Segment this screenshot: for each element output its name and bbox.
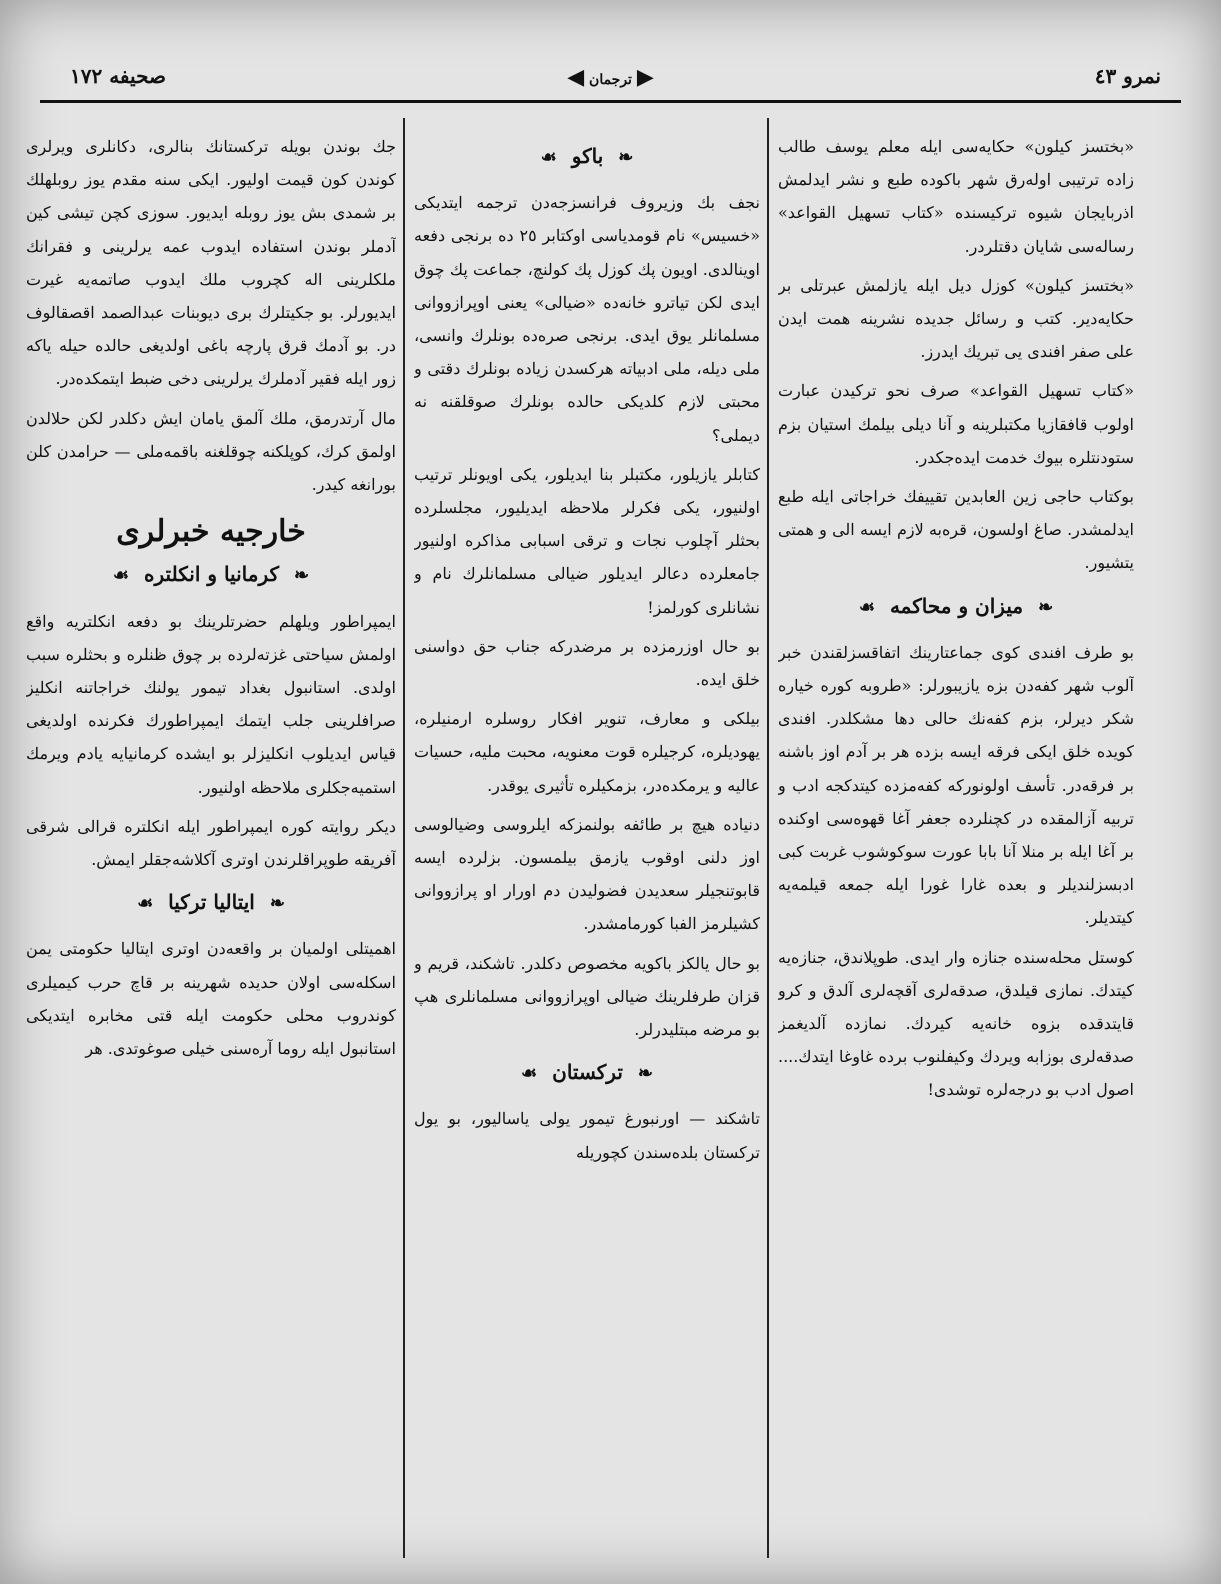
- section-title: ايتاليا تركيا: [168, 890, 255, 915]
- column-left: [26, 130, 396, 1560]
- column-divider: [403, 118, 405, 1558]
- issue-number: نمرو ٤٣: [1094, 64, 1161, 88]
- section-heading: [414, 140, 760, 174]
- paragraph: كوستل محله‌سنده جنازه وار ايدى. طوپلاندق، جنازه‌يه كيتدك. نمازى قيلدق، صدقه‌لرى آقچه‌لرى آلدق و كرو قايتدقده بزوه خانه‌يه كيردك. نمازده آلديغمز صدقه‌لرى بوزابه ويردك وكيفلنوب برده غاوغا ايتدك.... اصول ادب بو درجه‌لره توشدى!: [778, 947, 1134, 1100]
- ornament-icon: ☙: [540, 147, 557, 168]
- section-title: كرمانيا و انكلتره: [144, 562, 280, 587]
- paragraph: ايمپراطور ويلهلم حضرتلرينك بو دفعه انكلتريه واقع اولمش سياحتى غزته‌لرده بر چوق ظنلره و بحثلره سبب اولدى. استانبول بغداد تيمور يولنك خراجاتنه انكليز صرافلرينى جلب ايتمك ايمپراطورك فكرنده اولديغى قياس ايديلوب انكليزلر بو ايشده كرمانيايه يادم ويرمك استميه‌جكلرى ملاحظه اولنيور.: [26, 611, 396, 797]
- paragraph: تاشكند — اورنبورغ تيمور يولى ياساليور، بو يول تركستان بلده‌سندن كچوريله: [414, 1109, 760, 1162]
- ornament-icon: ☙: [112, 565, 130, 587]
- paragraph: جك بوندن بويله تركستانك بنالرى، دكانلرى ويرلرى كوندن كون قيمت اوليور. ايكى سنه مقدم يوز روبلهلك بر شمدى بش يوز روبله ايديور. سوزى كچن تيشى كين آدملر بوندن استفاده ايدوب عمه يرلرينى و فقرانك ملكلرينى اله كچروب ملك ايدوب صاتمه‌يه غيرت ايديورلر. بو جكيتلرك برى ديوبنات عبدالصمد اقصقالوف در. بو آدمك قرق پارچه باغى اولديغى حالده حيله ياكه زور ايله فقير آدملرك يرلرينى دخى ضبط ايتمكده‌در.: [26, 137, 396, 389]
- ornament-right-icon: ▶: [636, 64, 654, 90]
- section-title: باكو: [571, 144, 604, 168]
- section-heading: [414, 1056, 760, 1090]
- paragraph: نجف بك وزيروف فرانسزجه‌دن ترجمه ايتديكى «خسيس» نام قومدياسى اوكتابر ٢٥ ده برنجى دفعه اوينالدى. اويون پك كوزل پك كولنچ، جماعت پك چوق ايدى لكن تياترو خانه‌ده «ضيالى» يعنى اوپرازووانى مسلمانلر يوق ايدى. برنجى صره‌ده بونلرك وانسى، ملى ديله، ملى ادبياته هركسدن زياده بونلرك دقتى و محبتى لازم كلديكى حالده بونلرك صوقلقنه نه ديملى؟: [414, 193, 760, 445]
- paragraph: بو حال اوزرمزده بر مرضدركه جناب حق دواسنى خلق ايده.: [414, 636, 760, 690]
- section-heading: [778, 590, 1134, 624]
- section-title: تركستان: [552, 1060, 623, 1085]
- ornament-icon: ❧: [1038, 596, 1054, 618]
- paragraph: بوكتاب حاجى زين العابدين تقييفك خراجاتى ايله طبع ايدلمشدر. صاغ اولسون، قره‌به لازم ايسه الى و همتى يتشيور.: [778, 487, 1134, 573]
- paragraph: مال آرتدرمق، ملك آلمق يامان ايش دكلدر لكن حلالدن اولمق كرك، كوپلكنه چوقلغنه باقمه‌ملى — حرامدن كلن بورانغه كيدر.: [26, 408, 396, 495]
- paragraph: ديكر روايته كوره ايمپراطور ايله انكلتره قرالى شرقى آفريقه طوپراقلرندن اوترى آكلاشه‌جقلر ايمش.: [26, 816, 396, 870]
- column-divider: [767, 118, 769, 1558]
- section-heading: [26, 558, 396, 592]
- paragraph: «بختسز كيلون» حكايه‌سى ايله معلم يوسف طالب زاده ترتيبى اوله‌رق شهر باكوده طبع و نشر ايدلمش اذربايجان شيوه تركيسنده «كتاب تسهيل القواعد» رساله‌سى شايان دقتلردر.: [778, 137, 1134, 256]
- page-header: [40, 58, 1181, 98]
- ornament-icon: ☙: [858, 596, 875, 618]
- ornament-icon: ❧: [618, 147, 634, 168]
- section-heading: [26, 886, 396, 920]
- ornament-icon: ❧: [637, 1063, 653, 1085]
- paragraph: كتابلر يازيلور، مكتبلر بنا ايديلور، يكى اويونلر ترتيب اولنيور، يكى فكرلر ملاحظه ايديليور، مجلسلرده بحثلر آچلوب نجات و ترقى اسبابى مذاكره اولنيور جامعلرده دعالر ايديلور ضيالى مسلمانلرك نام و نشانلرى كورلمز!: [414, 464, 760, 617]
- paragraph: دنياده هيچ بر طائفه بولنمزكه ايلروسى وضيالوسى اوز دلنى اوقوب يازمق بيلمسون. بزلرده ايسه قابوتنجيلر سعديدن فضوليدن دم اورار او پرازووانى كشيلرمز الفبا كورمامشدر.: [414, 814, 760, 934]
- section-title: ميزان و محاكمه: [889, 593, 1024, 618]
- page-number: صحيفه ١٧٢: [70, 64, 166, 88]
- ornament-icon: ❧: [269, 893, 285, 915]
- paragraph: بو حال يالكز باكويه مخصوص دكلدر. تاشكند، قريم و قزان طرفلرينك ضيالى اوپرازووانى مسلمانلرى هپ بو مرضه مبتلیدرلر.: [414, 953, 760, 1040]
- masthead: [40, 64, 1181, 90]
- masthead-title: ترجمان: [589, 72, 632, 88]
- paragraph: «بختسز كيلون» كوزل ديل ايله يازلمش عبرتلى بر حكايه‌دير. كتب و رسائل جديده نشرينه همت ايدن على صفر افندى يى تبريك ايدرز.: [778, 275, 1134, 362]
- column-middle: [414, 130, 760, 1560]
- ornament-left-icon: ◀: [567, 64, 585, 90]
- foreign-news-title: خارجيه خبرلرى: [116, 514, 306, 550]
- paragraph: «كتاب تسهيل القواعد» صرف نحو تركيدن عبارت اولوب قافقازيا مكتبلرينه و آنا ديلى بيلمك استيان بزم ستودنتلره بيوك خدمت ايده‌جكدر.: [778, 381, 1134, 467]
- column-right: [778, 130, 1134, 1560]
- paragraph: بو طرف افندى كوى جماعتارينك اتفاقسزلقندن خبر آلوب شهر كفه‌دن بزه يازيبورلر: «طروبه كوره خياره شكر ديرلر، بزم كفه‌نك حالى دها مشكلدر. افندى كويده خلق ايكى فرقه ايسه بزده هر بر آدم اوز باشنه بر فرقه‌در. تأسف اولونوركه كفه‌مزده كيتدكجه ادب و تربيه آزالمقده در كچنلرده جعفر آغا قهوه‌سى اوكنده بر آغا ايله بر منلا آنا بابا عورت سوكوشوب غربت كبى ادبسزلنديلر و بعده غارا غورا ايله جمعه قيلمه‌يه كيتديلر.: [778, 642, 1134, 928]
- ornament-icon: ❧: [293, 565, 310, 587]
- paragraph: اهميتلى اولميان بر واقعه‌دن اوترى ايتاليا حكومتى يمن اسكله‌سى اولان حديده شهرينه بر قاچ حرب كيميلرى كوندروب محلى حكومت ايله قتى مخابره ايتديكى استانبول ايله روما آره‌سنى خيلى صوغوتدى. هر: [26, 939, 396, 1059]
- paragraph: بيلكى و معارف، تنوير افكار روسلره ارمنيلره، يهوديلره، كرجيلره قوت معنويه، محبت مليه، حسيات عاليه و يرمكده‌در، بزمكيلره تأثيرى يوقدر.: [414, 709, 760, 795]
- header-rule: [40, 100, 1181, 103]
- ornament-icon: ☙: [521, 1063, 538, 1085]
- ornament-icon: ☙: [137, 893, 154, 915]
